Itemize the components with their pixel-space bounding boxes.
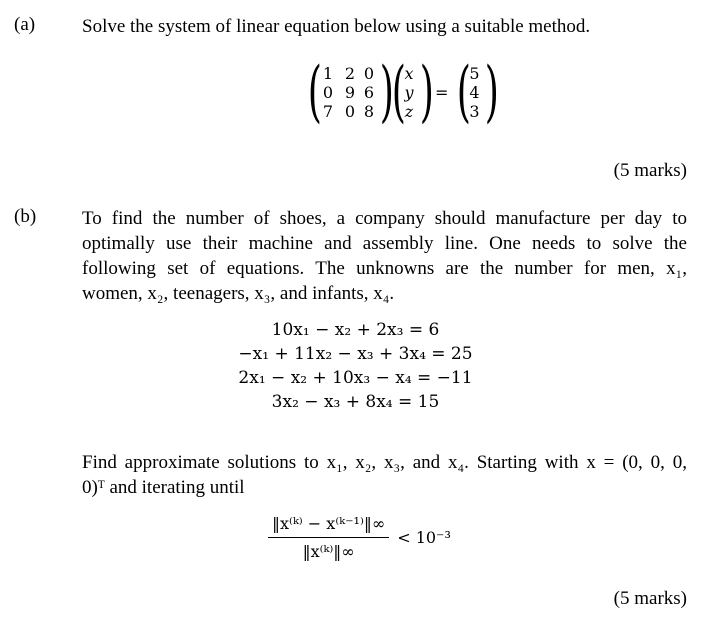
part-b-intro	[82, 206, 687, 306]
intro-line: women, x₂, teenagers, x₃, and infants, x₄.	[82, 283, 395, 304]
rhs-vector	[454, 53, 500, 130]
equation-2: −x₁ + 11x₂ − x₃ + 3x₄ = 25	[238, 344, 473, 364]
intro-line: optimally use their machine and assembly line. One needs to solve the	[82, 233, 687, 254]
stopping-criterion	[268, 514, 451, 561]
left-paren: (	[307, 53, 322, 130]
intro-line: following set of equations. The unknowns are the number for men, x₁,	[82, 258, 687, 279]
rhs-cell: 4	[469, 82, 480, 102]
matrix-cell: 6	[363, 82, 375, 102]
equation-4: 3x₂ − x₃ + 8x₄ = 15	[271, 392, 440, 412]
matrix-cell: 8	[363, 101, 375, 121]
right-paren: )	[485, 53, 500, 130]
unknown-cell: z	[404, 101, 414, 121]
matrix-cell: 0	[322, 82, 334, 102]
unknowns-vector	[389, 53, 434, 130]
part-b-label: (b)	[14, 206, 37, 227]
task-line: 0)ᵀ and iterating until	[82, 477, 245, 498]
left-paren: (	[457, 53, 472, 130]
criterion-fraction	[268, 514, 389, 561]
rhs-cell: 5	[469, 63, 480, 83]
matrix-cell: 0	[344, 101, 356, 121]
left-paren: (	[391, 53, 406, 130]
part-a-marks: (5 marks)	[613, 160, 687, 181]
intro-line: To find the number of shoes, a company should manufacture per day to	[82, 208, 687, 229]
matrix-cell: 7	[322, 101, 334, 121]
unknown-cell: y	[404, 82, 414, 102]
equation-system	[0, 318, 711, 414]
rhs-cell: 3	[469, 101, 480, 121]
right-paren: )	[419, 53, 434, 130]
equals-sign: =	[435, 82, 449, 102]
unknown-cell: x	[404, 63, 414, 83]
criterion-numerator: ‖x⁽ᵏ⁾ − x⁽ᵏ⁻¹⁾‖∞	[272, 514, 386, 533]
matrix-cell: 1	[322, 63, 334, 83]
fraction-bar	[268, 537, 389, 538]
task-line: Find approximate solutions to x₁, x₂, x₃, and x₄. Starting with x = (0, 0, 0,	[82, 452, 687, 473]
part-b-marks: (5 marks)	[613, 588, 687, 609]
right-paren: )	[379, 53, 394, 130]
part-a-instruction: Solve the system of linear equation below using a suitable method.	[82, 16, 591, 37]
matrix-cell: 2	[344, 63, 356, 83]
matrix-cell: 0	[363, 63, 375, 83]
matrix-cell: 9	[344, 82, 356, 102]
criterion-comparison: < 10⁻³	[397, 528, 451, 547]
equation-1: 10x₁ − x₂ + 2x₃ = 6	[271, 320, 440, 340]
equation-3: 2x₁ − x₂ + 10x₃ − x₄ = −11	[238, 368, 473, 388]
part-a-label: (a)	[14, 14, 36, 35]
matrix-equation	[305, 53, 500, 130]
part-b-task	[82, 450, 687, 500]
coefficient-matrix	[305, 53, 394, 130]
criterion-denominator: ‖x⁽ᵏ⁾‖∞	[302, 542, 355, 561]
